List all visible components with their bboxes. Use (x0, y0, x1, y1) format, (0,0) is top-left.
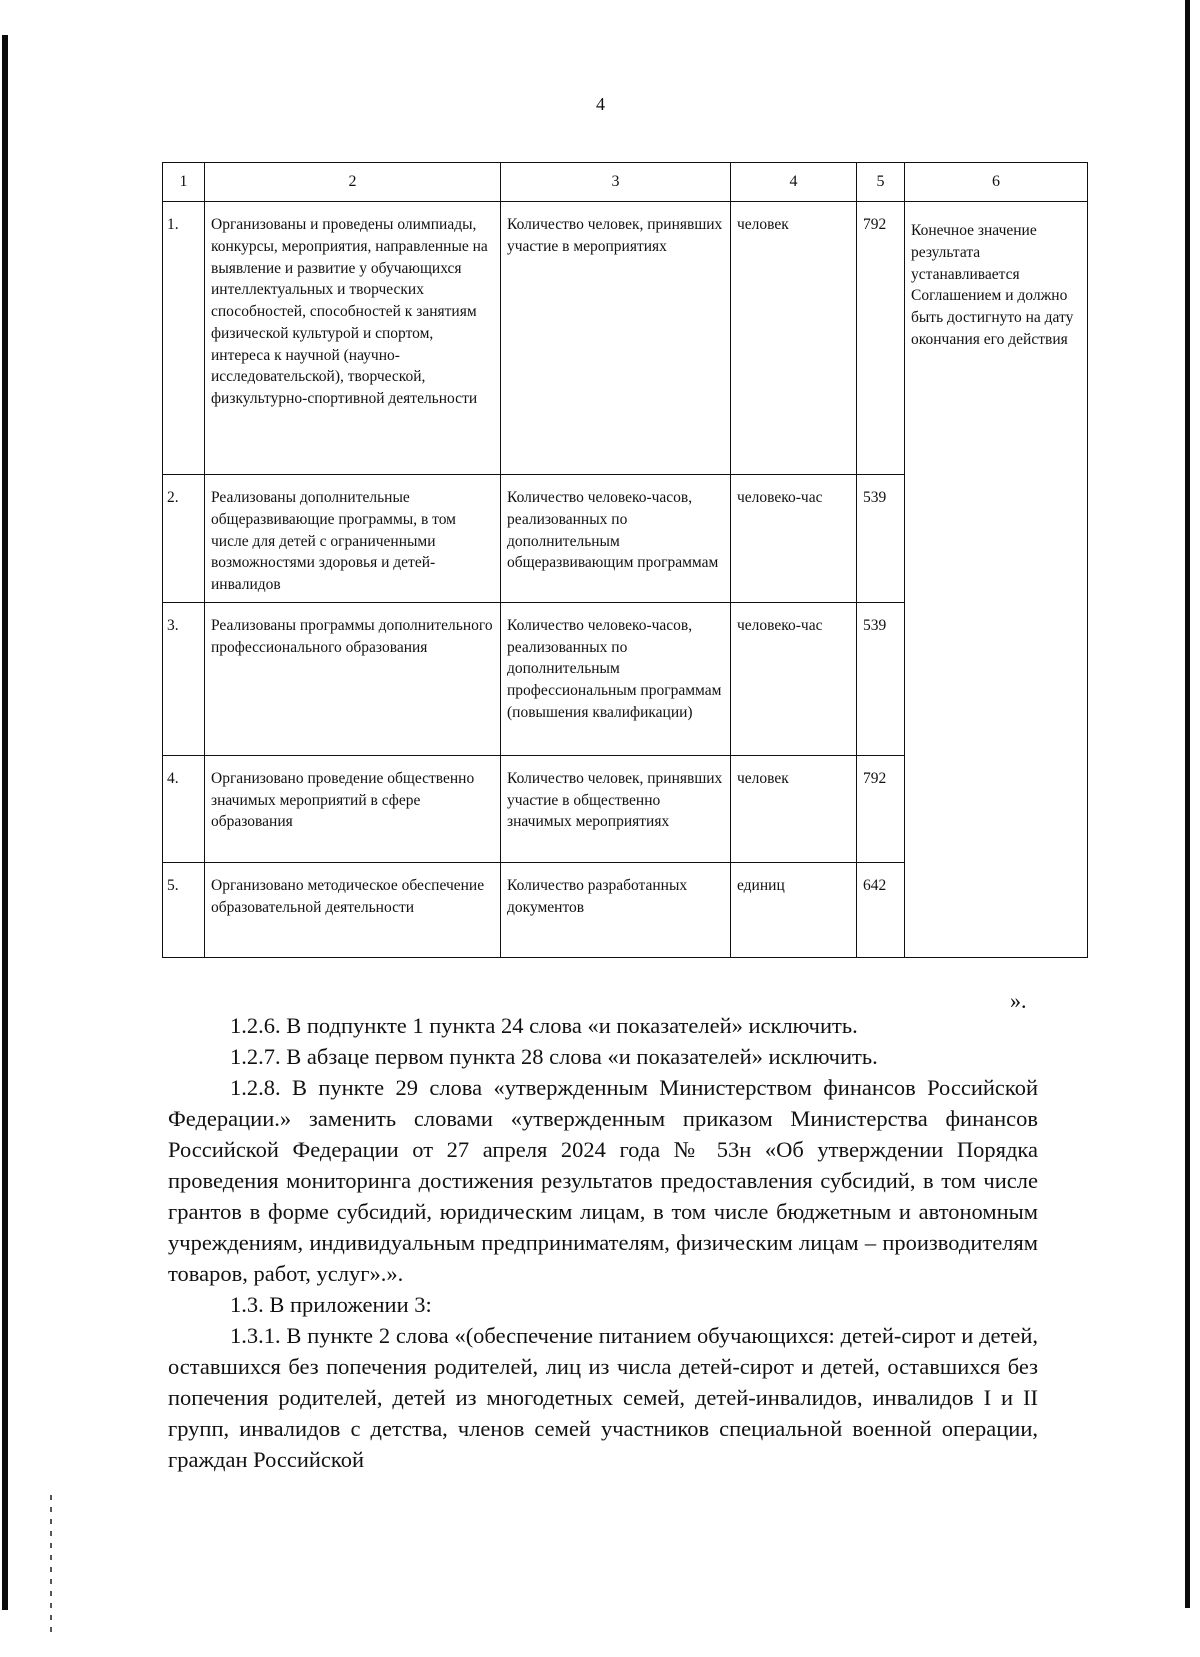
result-cell: Организовано проведение общественно значимых мероприятий в сфере образования (205, 755, 501, 862)
note-cell: Конечное значение результата устанавливается Соглашением и должно быть достигнуто на дату окончания его действия (905, 202, 1088, 957)
row-number: 1. (163, 202, 205, 475)
scan-edge-right (1185, 0, 1190, 1608)
row-number: 3. (163, 602, 205, 755)
value-cell: 792 (857, 202, 905, 475)
unit-cell: человеко-час (731, 475, 857, 602)
result-cell: Организованы и проведены олимпиады, конкурсы, мероприятия, направленные на выявление и развитие у обучающихся интеллектуальных и творческих способностей, способностей к занятиям физической культурой и спортом, интереса к научной (научно-исследовательской), творческой, физкультурно-спортивной деятельности (205, 202, 501, 475)
paragraph: 1.2.8. В пункте 29 слова «утвержденным Министерством финансов Российской Федерации.» заменить словами «утвержденным приказом Министерства финансов Российской Федерации от 27 апреля 2024 года № 53н «Об утверждении Порядка проведения мониторинга достижения результатов предоставления субсидий, в том числе грантов в форме субсидий, юридическим лицам, в том числе бюджетным и автономным учреждениям, индивидуальным предпринимателям, физическим лицам – производителям товаров, работ, услуг».». (168, 1075, 1038, 1286)
value-cell: 792 (857, 755, 905, 862)
indicator-cell: Количество человек, принявших участие в мероприятиях (501, 202, 731, 475)
unit-cell: человеко-час (731, 602, 857, 755)
result-cell: Реализованы дополнительные общеразвивающие программы, в том числе для детей с ограниченными возможностями здоровья и детей-инвалидов (205, 475, 501, 602)
result-cell: Реализованы программы дополнительного профессионального образования (205, 602, 501, 755)
row-number: 2. (163, 475, 205, 602)
paragraph: 1.2.6. В подпункте 1 пункта 24 слова «и показателей» исключить. (230, 1013, 858, 1038)
header-cell: 4 (731, 163, 857, 202)
table-header-row (163, 163, 1088, 202)
indicator-cell: Количество человеко-часов, реализованных по дополнительным общеразвивающим программам (501, 475, 731, 602)
value-cell: 642 (857, 862, 905, 957)
paragraph: 1.3.1. В пункте 2 слова «(обеспечение питанием обучающихся: детей-сирот и детей, оставшихся без попечения родителей, лиц из числа детей-сирот и детей, оставшихся без попечения родителей, детей из многодетных семей, детей-инвалидов, инвалидов I и II групп, инвалидов с детства, членов семей участников специальной военной операции, граждан Российской (168, 1323, 1038, 1472)
header-cell: 1 (163, 163, 205, 202)
header-cell: 3 (501, 163, 731, 202)
table-row (163, 202, 1088, 475)
closing-quote: ». (1010, 988, 1027, 1013)
row-number: 5. (163, 862, 205, 957)
scan-edge-left (2, 35, 8, 1610)
unit-cell: единиц (731, 862, 857, 957)
result-cell: Организовано методическое обеспечение образовательной деятельности (205, 862, 501, 957)
value-cell: 539 (857, 602, 905, 755)
unit-cell: человек (731, 202, 857, 475)
indicator-cell: Количество человек, принявших участие в общественно значимых мероприятиях (501, 755, 731, 862)
paragraph: 1.2.7. В абзаце первом пункта 28 слова «и показателей» исключить. (230, 1044, 878, 1069)
value-cell: 539 (857, 475, 905, 602)
header-cell: 6 (905, 163, 1088, 202)
header-cell: 2 (205, 163, 501, 202)
paragraph: 1.3. В приложении 3: (230, 1292, 432, 1317)
unit-cell: человек (731, 755, 857, 862)
indicator-cell: Количество человеко-часов, реализованных по дополнительным профессиональным программам (повышения квалификации) (501, 602, 731, 755)
row-number: 4. (163, 755, 205, 862)
body-text (168, 1010, 1038, 1475)
scan-dash-left (50, 1495, 52, 1635)
indicator-cell: Количество разработанных документов (501, 862, 731, 957)
results-table (162, 162, 1088, 958)
page-number: 4 (596, 94, 605, 114)
header-cell: 5 (857, 163, 905, 202)
